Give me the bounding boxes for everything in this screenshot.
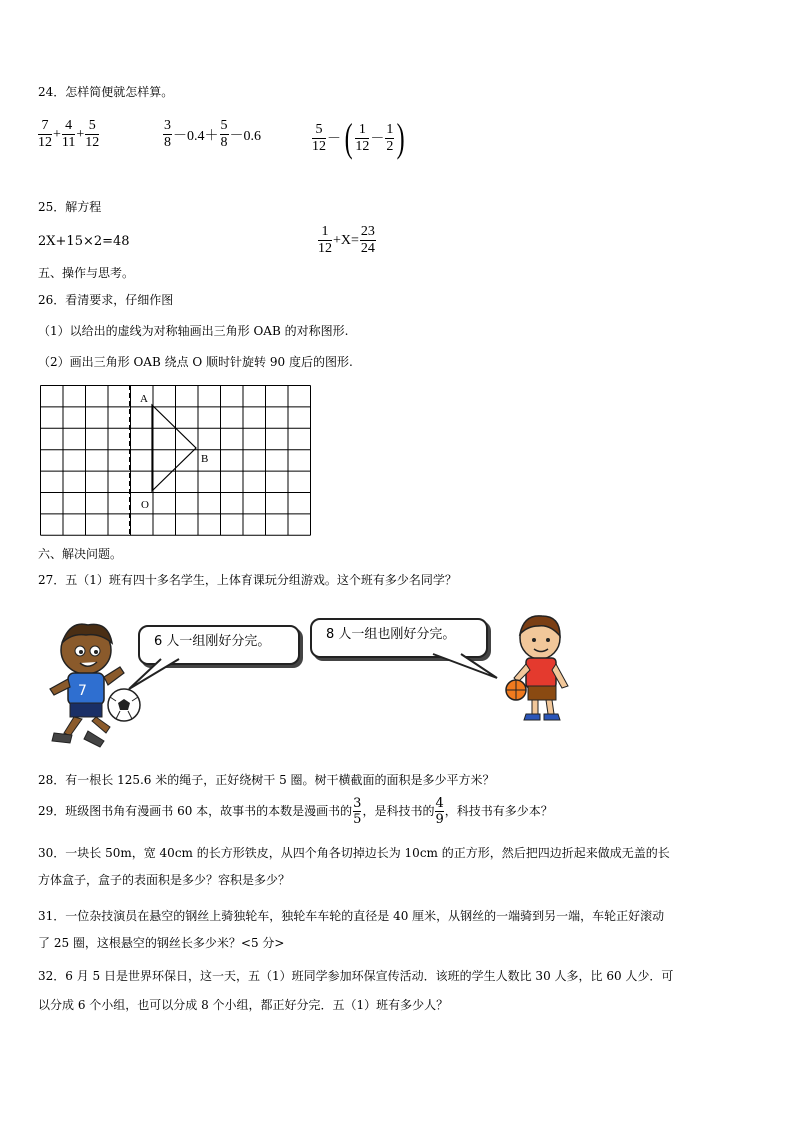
triangle-oab	[152, 405, 196, 491]
q25-title: 25．解方程	[38, 200, 102, 214]
equation-2: $\frac{1}{12}$ +X= $\frac{23}{24}$	[318, 224, 375, 256]
label-a: A	[140, 393, 148, 405]
fraction: $\frac{1}{12}$	[318, 224, 332, 256]
q30-line-2: 方体盒子，盒子的表面积是多少？容积是多少？	[38, 873, 291, 887]
q26-part-2: （2）画出三角形 OAB 绕点 O 顺时针旋转 90 度后的图形.	[38, 355, 353, 369]
bubble-tail-right	[425, 650, 505, 690]
q28-text: 28．有一根长 125.6 米的绳子，正好绕树干 5 圈。树干横截面的面积是多少平方米？	[38, 773, 495, 787]
boy-with-basketball-image	[498, 610, 583, 730]
expr-3: $\frac{5}{12}$ －( $\frac{1}{12}$ － $\frac{1}{2}$ )	[312, 115, 405, 160]
speech-bubble-right: 8 人一组也刚好分完。	[310, 618, 488, 658]
section-5-heading: 五、操作与思考。	[38, 266, 135, 280]
fraction: $\frac{1}{2}$	[386, 121, 394, 154]
fraction: $\frac{4}{11}$	[61, 118, 76, 150]
section-6-heading: 六、解决问题。	[38, 547, 123, 561]
fraction: $\frac{5}{8}$	[220, 118, 228, 150]
fraction: $\frac{23}{24}$	[360, 224, 375, 256]
q26-title: 26．看清要求，仔细作图	[38, 293, 174, 307]
fraction: $\frac{1}{12}$	[355, 121, 370, 154]
label-o: O	[141, 499, 149, 511]
grid-figure	[40, 385, 312, 537]
fraction: $\frac{3}{8}$	[164, 118, 171, 150]
speech-bubble-left: 6 人一组刚好分完。	[138, 625, 300, 665]
q30-line-1: 30．一块长 50m，宽 40cm 的长方形铁皮，从四个角各切掉边长为 10cm 的正方形，然后把四边折起来做成无盖的长	[38, 846, 670, 860]
fraction: $\frac{4}{9}$	[435, 796, 444, 827]
q31-line-1: 31．一位杂技演员在悬空的钢丝上骑独轮车，独轮车车轮的直径是 40 厘米，从钢丝的一端骑到另一端，车轮正好滚动	[38, 909, 665, 923]
q27-title: 27．五（1）班有四十多名学生，上体育课玩分组游戏。这个班有多少名同学？	[38, 573, 457, 587]
fraction: $\frac{5}{12}$	[85, 118, 100, 150]
bubble-tail-left	[125, 655, 185, 695]
equation-1: 2X+15×2=48	[38, 234, 130, 249]
q24-title: 24．怎样简便就怎样算。	[38, 85, 174, 99]
q31-line-2: 了 25 圈，这根悬空的钢丝长多少米？<5 分>	[38, 936, 285, 950]
fraction: $\frac{3}{5}$	[353, 796, 362, 827]
q26-part-1: （1）以给出的虚线为对称轴画出三角形 OAB 的对称图形.	[38, 324, 349, 338]
q32-line-2: 以分成 6 个小组，也可以分成 8 个小组，都正好分完．五（1）班有多少人？	[38, 998, 449, 1012]
q29-text: 29．班级图书角有漫画书 60 本，故事书的本数是漫画书的 $\frac{3}{5}$ ，是科技书的 $\frac{4}{9}$ ，科技书有多少本？	[38, 796, 553, 827]
expr-1: $\frac{7}{12}$ + $\frac{4}{11}$ + $\frac{5}{12}$	[38, 118, 100, 150]
expr-2: $\frac{3}{8}$ －0.4＋ $\frac{5}{8}$ －0.6	[164, 118, 261, 150]
label-b: B	[201, 453, 209, 465]
fraction: $\frac{5}{12}$	[312, 121, 326, 154]
fraction: $\frac{7}{12}$	[38, 118, 52, 150]
q32-line-1: 32．6 月 5 日是世界环保日，这一天，五（1）班同学参加环保宣传活动．该班的学生人数比 30 人多，比 60 人少．可	[38, 969, 674, 983]
jersey-number: 7	[78, 683, 87, 699]
